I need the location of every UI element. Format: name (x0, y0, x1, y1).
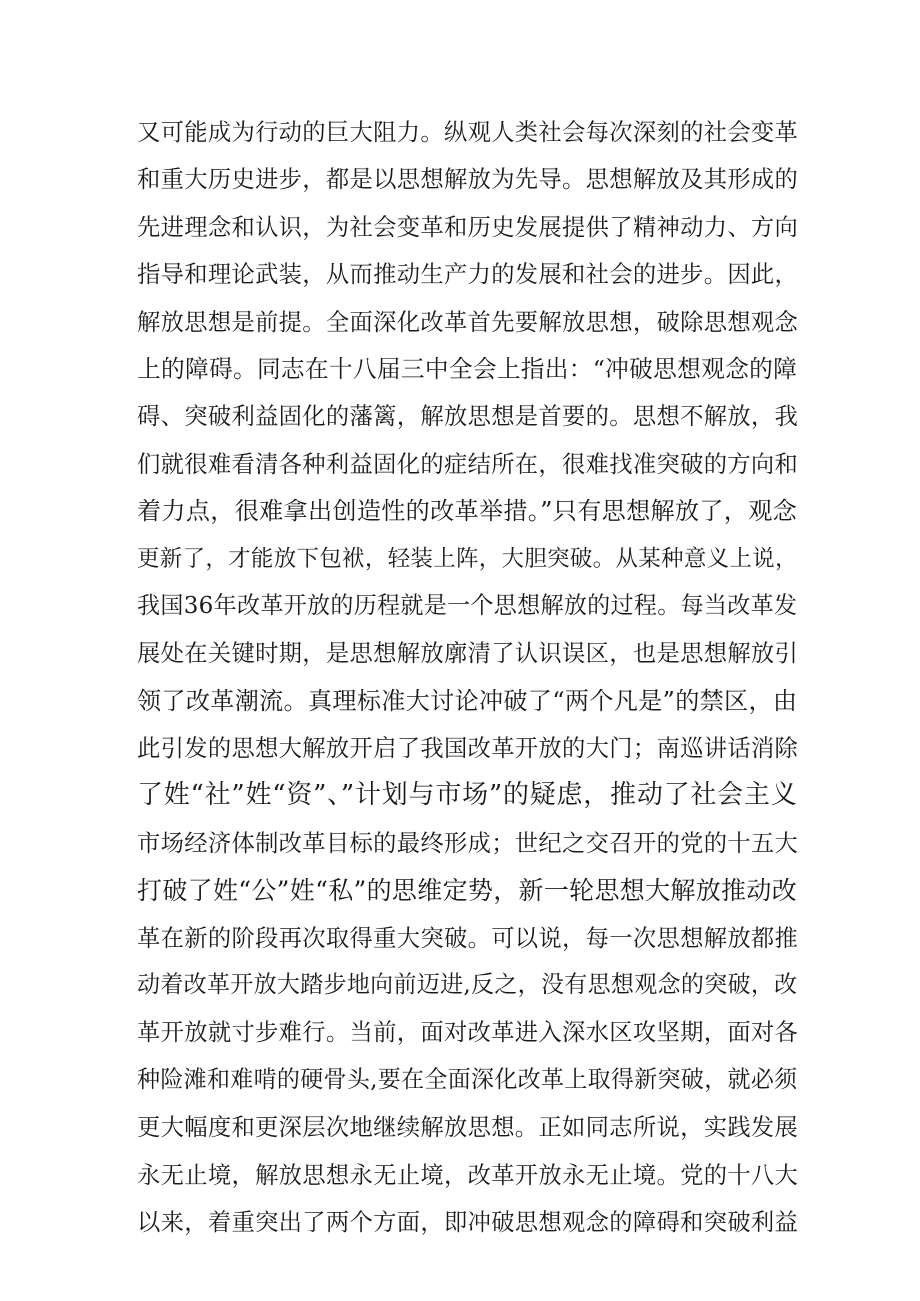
text-line-7: 碍、突破利益固化的藩篱，解放思想是首要的。思想不解放，我 (137, 403, 799, 431)
text-line-9: 着力点，很难拿出创造性的改革举措。”只有思想解放了，观念 (137, 497, 798, 526)
text-line-24: 以来，着重突出了两个方面，即冲破思想观念的障碍和突破利益 (137, 1208, 799, 1236)
text-line-11: 我国36年改革开放的历程就是一个思想解放的过程。每当改革发 (137, 592, 798, 619)
text-line-1: 又可能成为行动的巨大阻力。纵观人类社会每次深刻的社会变革 (137, 119, 799, 146)
text-line-5: 解放思想是前提。全面深化改革首先要解放思想，破除思想观念 (137, 308, 799, 336)
body-text (137, 109, 797, 1246)
text-line-6: 上的障碍。同志在十八届三中全会上指出：“冲破思想观念的障 (137, 354, 798, 383)
text-line-8: 们就很难看清各种利益固化的症结所在，很难找准突破的方向和 (137, 450, 799, 478)
text-line-12: 展处在关键时期，是思想解放廓清了认识误区，也是思想解放引 (137, 640, 799, 668)
text-line-18: 革在新的阶段再次取得重大突破。可以说，每一次思想解放都推 (137, 924, 799, 952)
text-line-22: 更大幅度和更深层次地继续解放思想。正如同志所说，实践发展 (137, 1114, 799, 1142)
text-line-3: 先进理念和认识，为社会变革和历史发展提供了精神动力、方向 (137, 213, 799, 241)
text-line-4: 指导和理论武装，从而推动生产力的发展和社会的进步。因此， (137, 261, 799, 289)
text-line-10: 更新了，才能放下包袱，轻装上阵，大胆突破。从某种意义上说， (137, 545, 798, 572)
text-line-20: 革开放就寸步难行。当前，面对改革进入深水区攻坚期，面对各 (137, 1019, 799, 1047)
text-line-17: 打破了姓“公”姓“私”的思维定势，新一轮思想大解放推动改 (137, 876, 797, 906)
text-line-13: 领了改革潮流。真理标准大讨论冲破了“两个凡是”的禁区，由 (137, 686, 798, 715)
text-line-19: 动着改革开放大踏步地向前迈进,反之，没有思想观念的突破，改 (137, 972, 798, 999)
text-line-21: 种险滩和难啃的硬骨头,要在全面深化改革上取得新突破，就必须 (137, 1066, 798, 1093)
text-line-16: 市场经济体制改革目标的最终形成；世纪之交召开的党的十五大 (137, 829, 799, 857)
text-line-23: 永无止境，解放思想永无止境，改革开放永无止境。党的十八大 (137, 1161, 799, 1189)
text-line-15: 了姓“社”姓“资”、”计划与市场”的疑虑，推动了社会主义 (137, 780, 797, 811)
text-line-14: 此引发的思想大解放开启了我国改革开放的大门；南巡讲话消除 (137, 735, 799, 763)
text-line-2: 和重大历史进步，都是以思想解放为先导。思想解放及其形成的 (137, 166, 799, 194)
